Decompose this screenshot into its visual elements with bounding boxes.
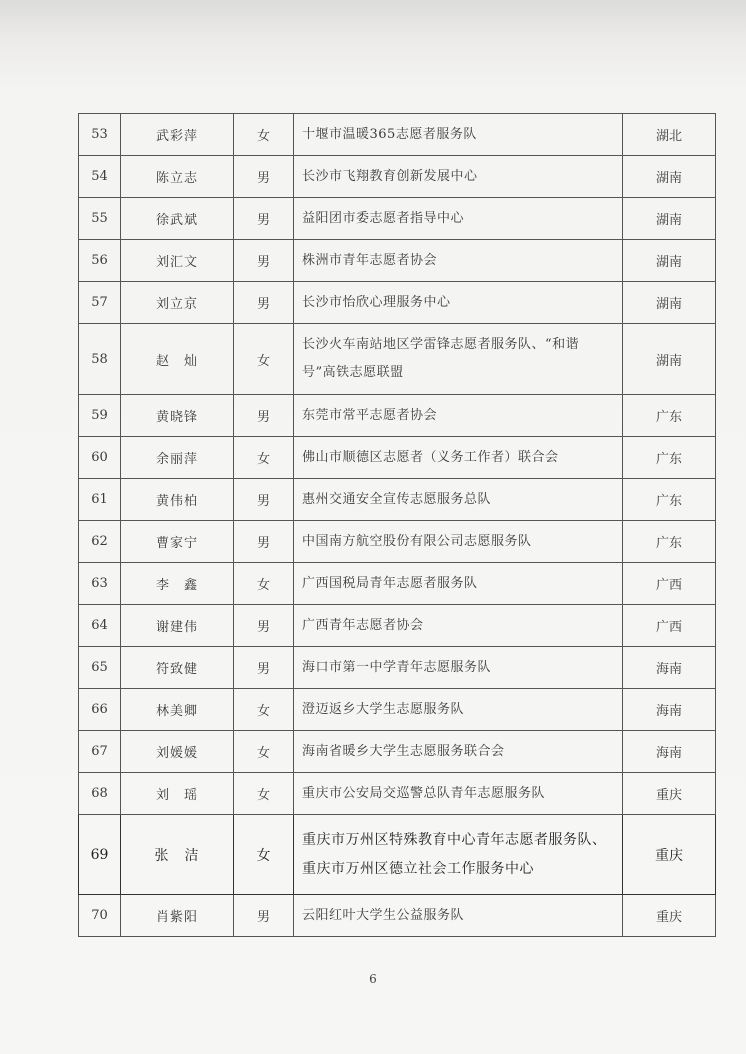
organization-line-1: 重庆市万州区特殊教育中心青年志愿者服务队、 bbox=[302, 831, 607, 848]
province: 海南 bbox=[623, 689, 716, 731]
organization: 海口市第一中学青年志愿服务队 bbox=[294, 647, 623, 689]
province: 广东 bbox=[623, 437, 716, 479]
table-row bbox=[79, 479, 716, 521]
organization-line-2: 重庆市万州区德立社会工作服务中心 bbox=[302, 860, 534, 877]
province: 海南 bbox=[623, 647, 716, 689]
province: 湖北 bbox=[623, 114, 716, 156]
person-name: 余丽萍 bbox=[121, 437, 234, 479]
province: 湖南 bbox=[623, 324, 716, 395]
organization: 广西国税局青年志愿者服务队 bbox=[294, 563, 623, 605]
table-row bbox=[79, 240, 716, 282]
person-name: 曹家宁 bbox=[121, 521, 234, 563]
table-row bbox=[79, 437, 716, 479]
organization: 益阳团市委志愿者指导中心 bbox=[294, 198, 623, 240]
organization: 长沙市怡欣心理服务中心 bbox=[294, 282, 623, 324]
province: 湖南 bbox=[623, 282, 716, 324]
organization bbox=[294, 815, 623, 895]
gender: 女 bbox=[234, 114, 294, 156]
gender: 男 bbox=[234, 605, 294, 647]
volunteer-roster-table bbox=[78, 113, 716, 937]
organization: 东莞市常平志愿者协会 bbox=[294, 395, 623, 437]
table-row bbox=[79, 521, 716, 563]
table-row bbox=[79, 605, 716, 647]
table-row bbox=[79, 815, 716, 895]
organization: 长沙市飞翔教育创新发展中心 bbox=[294, 156, 623, 198]
table-row bbox=[79, 156, 716, 198]
person-name: 林美卿 bbox=[121, 689, 234, 731]
table-row bbox=[79, 563, 716, 605]
province: 湖南 bbox=[623, 156, 716, 198]
organization: 重庆市公安局交巡警总队青年志愿服务队 bbox=[294, 773, 623, 815]
gender: 男 bbox=[234, 647, 294, 689]
person-name: 刘媛媛 bbox=[121, 731, 234, 773]
row-number: 67 bbox=[79, 731, 121, 773]
table-row bbox=[79, 647, 716, 689]
gender: 女 bbox=[234, 773, 294, 815]
table-row bbox=[79, 395, 716, 437]
table-row bbox=[79, 689, 716, 731]
gender: 男 bbox=[234, 198, 294, 240]
gender: 男 bbox=[234, 282, 294, 324]
province: 广东 bbox=[623, 395, 716, 437]
organization: 株洲市青年志愿者协会 bbox=[294, 240, 623, 282]
gender: 男 bbox=[234, 895, 294, 937]
row-number: 65 bbox=[79, 647, 121, 689]
gender: 男 bbox=[234, 156, 294, 198]
organization: 海南省暖乡大学生志愿服务联合会 bbox=[294, 731, 623, 773]
province: 重庆 bbox=[623, 773, 716, 815]
person-name: 赵 灿 bbox=[121, 324, 234, 395]
table-row bbox=[79, 114, 716, 156]
person-name: 刘立京 bbox=[121, 282, 234, 324]
person-name: 符致健 bbox=[121, 647, 234, 689]
row-number: 59 bbox=[79, 395, 121, 437]
person-name: 刘 瑶 bbox=[121, 773, 234, 815]
organization bbox=[294, 324, 623, 395]
organization: 惠州交通安全宣传志愿服务总队 bbox=[294, 479, 623, 521]
organization: 十堰市温暖365志愿者服务队 bbox=[294, 114, 623, 156]
person-name: 谢建伟 bbox=[121, 605, 234, 647]
province: 海南 bbox=[623, 731, 716, 773]
person-name: 张 洁 bbox=[121, 815, 234, 895]
gender: 男 bbox=[234, 521, 294, 563]
person-name: 李 鑫 bbox=[121, 563, 234, 605]
row-number: 70 bbox=[79, 895, 121, 937]
gender: 男 bbox=[234, 395, 294, 437]
province: 广东 bbox=[623, 479, 716, 521]
person-name: 徐武斌 bbox=[121, 198, 234, 240]
table-row bbox=[79, 895, 716, 937]
organization: 云阳红叶大学生公益服务队 bbox=[294, 895, 623, 937]
gender: 女 bbox=[234, 815, 294, 895]
row-number: 55 bbox=[79, 198, 121, 240]
person-name: 刘汇文 bbox=[121, 240, 234, 282]
person-name: 陈立志 bbox=[121, 156, 234, 198]
row-number: 58 bbox=[79, 324, 121, 395]
row-number: 68 bbox=[79, 773, 121, 815]
table-row bbox=[79, 773, 716, 815]
province: 广东 bbox=[623, 521, 716, 563]
province: 重庆 bbox=[623, 895, 716, 937]
person-name: 武彩萍 bbox=[121, 114, 234, 156]
gender: 男 bbox=[234, 479, 294, 521]
organization-line-1: 长沙火车南站地区学雷锋志愿者服务队、“和谐 bbox=[302, 337, 580, 352]
row-number: 62 bbox=[79, 521, 121, 563]
person-name: 黄伟柏 bbox=[121, 479, 234, 521]
row-number: 69 bbox=[79, 815, 121, 895]
person-name: 肖紫阳 bbox=[121, 895, 234, 937]
table-row bbox=[79, 731, 716, 773]
row-number: 60 bbox=[79, 437, 121, 479]
row-number: 64 bbox=[79, 605, 121, 647]
gender: 女 bbox=[234, 689, 294, 731]
table-row bbox=[79, 198, 716, 240]
organization: 广西青年志愿者协会 bbox=[294, 605, 623, 647]
row-number: 53 bbox=[79, 114, 121, 156]
row-number: 61 bbox=[79, 479, 121, 521]
person-name: 黄晓锋 bbox=[121, 395, 234, 437]
organization: 澄迈返乡大学生志愿服务队 bbox=[294, 689, 623, 731]
table-row bbox=[79, 324, 716, 395]
row-number: 54 bbox=[79, 156, 121, 198]
page-number: 6 bbox=[369, 972, 377, 986]
table-row bbox=[79, 282, 716, 324]
province: 广西 bbox=[623, 605, 716, 647]
row-number: 63 bbox=[79, 563, 121, 605]
row-number: 56 bbox=[79, 240, 121, 282]
gender: 女 bbox=[234, 437, 294, 479]
province: 湖南 bbox=[623, 198, 716, 240]
row-number: 57 bbox=[79, 282, 121, 324]
province: 湖南 bbox=[623, 240, 716, 282]
gender: 男 bbox=[234, 240, 294, 282]
gender: 女 bbox=[234, 324, 294, 395]
organization-line-2: 号”高铁志愿联盟 bbox=[302, 365, 404, 380]
gender: 女 bbox=[234, 563, 294, 605]
province: 广西 bbox=[623, 563, 716, 605]
row-number: 66 bbox=[79, 689, 121, 731]
organization: 中国南方航空股份有限公司志愿服务队 bbox=[294, 521, 623, 563]
organization: 佛山市顺德区志愿者（义务工作者）联合会 bbox=[294, 437, 623, 479]
province: 重庆 bbox=[623, 815, 716, 895]
gender: 女 bbox=[234, 731, 294, 773]
